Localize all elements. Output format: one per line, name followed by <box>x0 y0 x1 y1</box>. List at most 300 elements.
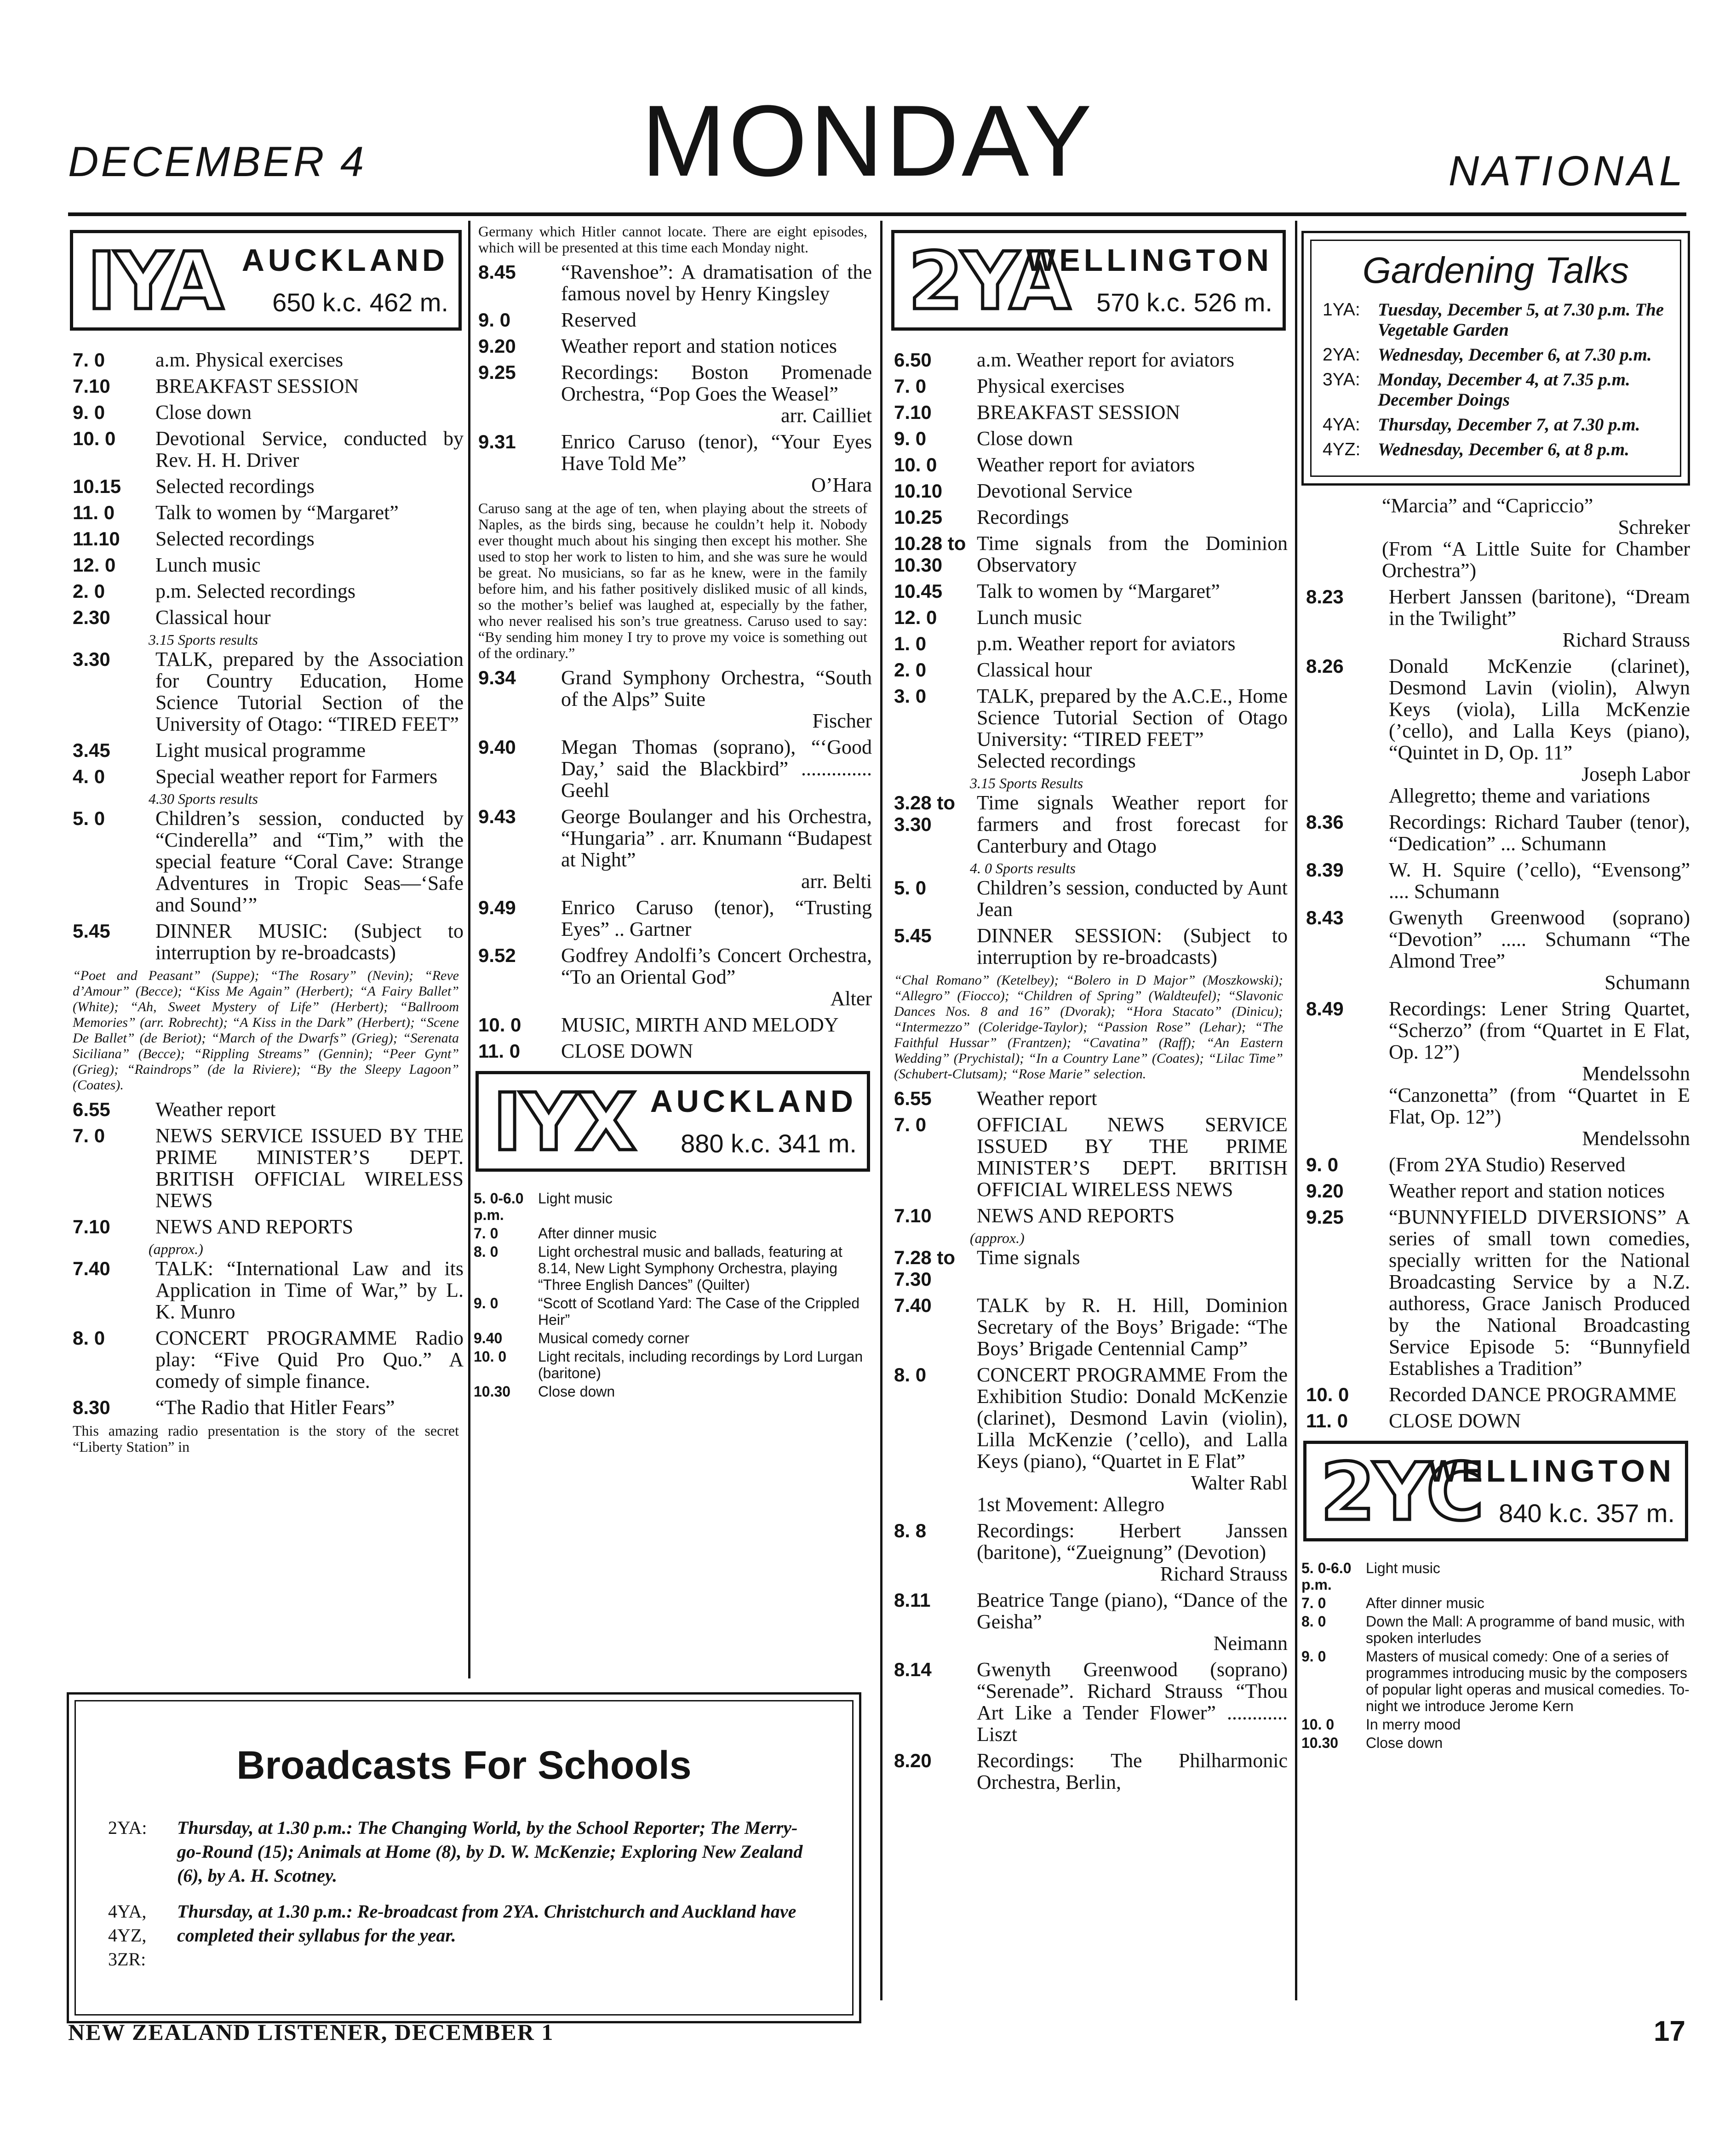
programme-item <box>1301 586 1690 651</box>
programme-desc <box>977 1589 1288 1654</box>
programme-desc <box>155 1397 464 1418</box>
programme-time: 10. 0 <box>1306 1384 1349 1405</box>
programme-time: 9.49 <box>478 897 516 918</box>
programme-time: 8.23 <box>1306 586 1344 607</box>
programme-desc <box>977 1088 1288 1109</box>
programme-time: 9.40 <box>478 736 516 758</box>
header-date: DECEMBER 4 <box>68 138 367 185</box>
programme-time: 2. 0 <box>894 659 927 681</box>
programme-text: Gwenyth Greenwood (soprano) “Serenade”. Richard Strauss “Thou Art Like a Tender Flower” ............ Liszt <box>977 1658 1288 1746</box>
programme-desc <box>1389 1410 1690 1432</box>
broadcast-desc: Light music <box>1366 1560 1440 1576</box>
programme-text: Time signals from the Dominion Observatory <box>977 532 1288 576</box>
programme-composer: Schumann <box>1604 971 1690 994</box>
station-frequency: 840 k.c. 357 m. <box>1499 1499 1675 1528</box>
programme-text: Donald McKenzie (clarinet), Desmond Lavin (violin), Alwyn Keys (viola), Lilla McKenzie (’cello), and Lalla Keys (piano), “Quintet in D, Op. 11” <box>1389 655 1690 764</box>
programme-composer: Joseph Labor <box>1581 763 1690 785</box>
schools-row <box>108 1900 820 1971</box>
programme-text: Recordings: Lener String Quartet, “Scherzo” (from “Quartet in E Flat, Op. 12”) <box>1389 997 1690 1063</box>
programme-item <box>889 480 1288 502</box>
programme-item <box>889 580 1288 602</box>
broadcasts-for-schools-box <box>67 1692 861 2023</box>
programme-extra: Selected recordings <box>977 750 1136 772</box>
gardening-detail: Thursday, December 7, at 7.30 p.m. <box>1378 415 1640 435</box>
broadcast-item <box>1301 1595 1690 1611</box>
schools-row <box>108 1816 820 1888</box>
programme-desc <box>977 1520 1288 1585</box>
programme-composer: Alter <box>830 987 872 1010</box>
programme-time: 2. 0 <box>73 580 105 602</box>
programme-composer: Richard Strauss <box>1562 629 1690 651</box>
programme-item <box>889 1114 1288 1200</box>
programme-item <box>474 361 872 426</box>
programme-item <box>68 1216 464 1237</box>
caruso-note: Caruso sang at the age of ten, when playing about the streets of Naples, as the birds sing, because he couldn’t help it. Nobody ever thought much about his singing then except his mother. She used to stop her work to listen to him, and she was sure he would be great. No musicians, so far as he knew, were in the family before him, and his father positively disliked music of all kinds, so the mother’s belief was laughed at, especially by the father, who never realised his son’s true greatness. Caruso used to say: “By sending him money I try to prove my voice is something out of the ordinary.” <box>478 500 867 661</box>
broadcast-item <box>1301 1735 1690 1751</box>
programme-item <box>68 502 464 523</box>
programme-text: CONCERT PROGRAMME From the Exhibition Studio: Donald McKenzie (clarinet), Desmond Lavin (violin), Lilla McKenzie (’cello), and Lalla Keys (piano), “Quartet in E Flat” <box>977 1363 1288 1472</box>
programme-desc <box>561 309 872 331</box>
station-call-sign: IYA <box>87 235 222 327</box>
programme-item <box>889 607 1288 628</box>
programme-time: 10.10 <box>894 480 943 502</box>
column-divider <box>880 221 882 2000</box>
programme-text: Godfrey Andolfi’s Concert Orchestra, “To an Oriental God” <box>561 944 872 988</box>
programme-desc <box>977 428 1288 449</box>
programme-time: 8.30 <box>73 1397 110 1418</box>
programme-item <box>1301 1180 1690 1202</box>
programme-item <box>68 739 464 761</box>
schools-title: Broadcasts For Schools <box>236 1743 692 1787</box>
gardening-station: 3YA: <box>1323 370 1360 389</box>
programme-time: 9.43 <box>478 806 516 827</box>
programme-item <box>474 897 872 940</box>
programme-desc <box>561 806 872 892</box>
programme-text: BREAKFAST SESSION <box>155 375 359 397</box>
programme-desc <box>977 877 1288 920</box>
programme-text: Talk to women by “Margaret” <box>155 501 399 524</box>
header-rule <box>68 212 1686 216</box>
programme-desc <box>561 736 872 801</box>
programme-time: 12. 0 <box>894 607 937 628</box>
programme-time: 11. 0 <box>1306 1410 1348 1432</box>
programme-desc <box>155 554 464 576</box>
station-city: WELLINGTON <box>1026 243 1272 278</box>
broadcast-item <box>474 1225 872 1242</box>
programme-item <box>889 1659 1288 1745</box>
programme-composer: O’Hara <box>811 474 872 496</box>
header-day: MONDAY <box>641 84 1095 197</box>
programme-composer: Fischer <box>812 710 872 732</box>
programme-desc <box>561 897 872 940</box>
programme-desc <box>155 648 464 735</box>
programme-time: 5. 0 <box>73 807 105 829</box>
programme-subnote: 4. 0 Sports results <box>970 860 1076 876</box>
programme-composer: Mendelssohn <box>1582 1062 1690 1085</box>
programme-item <box>68 920 464 963</box>
gardening-row <box>1323 300 1669 340</box>
programme-text: “Ravenshoe”: A dramatisation of the famous novel by Henry Kingsley <box>561 261 872 305</box>
programme-time: 4. 0 <box>73 766 105 787</box>
broadcast-time: 8. 0 <box>474 1243 498 1260</box>
programme-item <box>68 1327 464 1392</box>
broadcast-time: 9.40 <box>474 1330 503 1346</box>
programme-desc <box>155 1099 464 1120</box>
programme-desc <box>155 502 464 523</box>
broadcast-time: 10.30 <box>1301 1735 1339 1751</box>
programme-time: 9. 0 <box>478 309 511 331</box>
broadcast-time: 5. 0-6.0 p.m. <box>1301 1560 1352 1593</box>
programme-desc <box>155 475 464 497</box>
programme-item <box>68 766 464 787</box>
programme-extra: (From “A Little Suite for Chamber Orchestra”) <box>1382 538 1690 582</box>
programme-item <box>474 309 872 331</box>
programme-text: Selected recordings <box>155 527 315 550</box>
programme-text: Lunch music <box>155 554 261 576</box>
programme-desc <box>977 480 1288 502</box>
programme-text: CLOSE DOWN <box>561 1040 693 1062</box>
programme-desc <box>1389 1180 1690 1202</box>
programme-text: (From 2YA Studio) Reserved <box>1389 1153 1626 1176</box>
programme-desc <box>977 375 1288 397</box>
programme-time: 8.14 <box>894 1659 932 1680</box>
programme-text: Grand Symphony Orchestra, “South of the Alps” Suite <box>561 666 872 710</box>
gardening-row <box>1323 370 1669 410</box>
programme-subnote: 3.15 Sports Results <box>970 775 1083 791</box>
programme-time: 3.30 <box>73 648 110 670</box>
programme-text: Recordings: Herbert Janssen (baritone), “Zueignung” (Devotion) <box>977 1519 1288 1563</box>
programme-text: NEWS SERVICE ISSUED BY THE PRIME MINISTER’S DEPT. BRITISH OFFICIAL WIRELESS NEWS <box>155 1124 464 1212</box>
programme-text: Close down <box>155 401 252 424</box>
feature-note: This amazing radio presentation is the story of the secret “Liberty Station” in <box>73 1422 459 1455</box>
programme-time: 8. 0 <box>73 1327 105 1349</box>
programme-item <box>889 1364 1288 1515</box>
programme-time: 9.20 <box>478 335 516 357</box>
programme-desc <box>977 580 1288 602</box>
gardening-station: 1YA: <box>1323 300 1360 320</box>
dinner-music-list: “Chal Romano” (Ketelbey); “Bolero in D Major” (Moszkowski); “Allegro” (Fiocco); “Children of Spring” (Waldteufel); “Slavonic Dances Nos. 8 and 16” (Dvorak); “Hora Stacato” (Dinicu); “Intermezzo” (Coleridge-Taylor); “Passion Rose” (Lehar); “The Faithful Hussar” (Frantzen); “Cavatina” (Raff); “An Eastern Wedding” (Prychistal); “In a Country Lane” (Coates); “Lilac Time” (Schubert-Clutsam); “Rose Marie” selection. <box>894 973 1283 1082</box>
programme-time: 7.10 <box>894 401 932 423</box>
programme-text: Classical hour <box>155 606 271 629</box>
programme-item <box>889 792 1288 857</box>
programme-desc <box>155 528 464 550</box>
programme-text: MUSIC, MIRTH AND MELODY <box>561 1014 839 1036</box>
programme-time: 3.45 <box>73 739 110 761</box>
programme-desc <box>1389 1384 1690 1405</box>
programme-time: 6.55 <box>894 1088 932 1109</box>
programme-text: Beatrice Tange (piano), “Dance of the Geisha” <box>977 1589 1288 1633</box>
gardening-row <box>1323 345 1669 365</box>
programme-text: Light musical programme <box>155 739 366 762</box>
programme-text: Classical hour <box>977 659 1092 681</box>
programme-time: 10. 0 <box>478 1014 521 1036</box>
broadcast-desc: Close down <box>538 1383 615 1400</box>
programme-item <box>68 428 464 471</box>
programme-time: 7.40 <box>73 1258 110 1279</box>
programme-desc <box>977 1114 1288 1200</box>
programme-desc <box>155 739 464 761</box>
programme-text: Gwenyth Greenwood (soprano) “Devotion” ..... Schumann “The Almond Tree” <box>1389 906 1690 972</box>
programme-time: 3. 0 <box>894 685 927 707</box>
programme-time: 8.36 <box>1306 811 1344 833</box>
programme-desc <box>155 401 464 423</box>
programme-time: 5.45 <box>894 925 932 946</box>
programme-time: 8. 8 <box>894 1520 927 1541</box>
programme-item <box>1301 495 1690 581</box>
programme-time: 8.43 <box>1306 907 1344 928</box>
broadcast-item <box>474 1383 872 1400</box>
programme-time: 10.28 to 10.30 <box>894 533 966 576</box>
programme-text: CLOSE DOWN <box>1389 1409 1521 1432</box>
programme-time: 8.26 <box>1306 655 1344 677</box>
programme-time: 5. 0 <box>894 877 927 899</box>
programme-text: George Boulanger and his Orchestra, “Hungaria” . arr. Knumann “Budapest at Night” <box>561 805 872 871</box>
broadcast-time: 9. 0 <box>474 1295 498 1311</box>
broadcast-desc: In merry mood <box>1366 1716 1461 1733</box>
broadcast-desc: After dinner music <box>538 1225 657 1242</box>
programme-composer: Walter Rabl <box>1191 1472 1288 1494</box>
gardening-station: 4YA: <box>1323 415 1360 435</box>
programme-item <box>474 1014 872 1036</box>
broadcast-time: 10.30 <box>474 1383 511 1400</box>
programme-time: 8.45 <box>478 261 516 283</box>
programme-desc <box>561 945 872 1009</box>
programme-time: 7.10 <box>894 1205 932 1226</box>
programme-composer: Schreker <box>1618 516 1690 538</box>
column-divider <box>468 221 470 1678</box>
gardening-detail: Monday, December 4, at 7.35 p.m. December Doings <box>1378 370 1630 410</box>
programme-time: 10. 0 <box>73 428 116 449</box>
programme-time: 3.28 to 3.30 <box>894 792 956 835</box>
programme-text: TALK, prepared by the A.C.E., Home Science Tutorial Section of Otago University: “TIRED FEET” <box>977 685 1288 750</box>
programme-text: Special weather report for Farmers <box>155 765 438 788</box>
programme-text: Devotional Service <box>977 480 1133 502</box>
programme-desc <box>977 1205 1288 1226</box>
programme-time: 9. 0 <box>73 401 105 423</box>
station-call-sign: 2YA <box>908 235 1069 327</box>
programme-item <box>889 375 1288 397</box>
programme-item <box>889 659 1288 681</box>
programme-desc <box>977 506 1288 528</box>
programme-composer: Neimann <box>1213 1632 1288 1655</box>
programme-desc <box>1389 655 1690 807</box>
programme-desc <box>155 1327 464 1392</box>
broadcast-item <box>474 1243 872 1293</box>
programme-desc <box>155 766 464 787</box>
programme-subnote: (approx.) <box>149 1241 203 1257</box>
programme-text: Megan Thomas (soprano), “‘Good Day,’ said the Blackbird” .............. Geehl <box>561 736 872 802</box>
programme-item <box>68 648 464 735</box>
programme-text: TALK, prepared by the Association for Country Education, Home Science Tutorial Section of the University of Otago: “TIRED FEET” <box>155 648 464 735</box>
programme-time: 10.25 <box>894 506 943 528</box>
programme-subnote: 3.15 Sports results <box>149 631 258 648</box>
programme-time: 8.39 <box>1306 859 1344 881</box>
programme-desc <box>977 607 1288 628</box>
gardening-station: 4YZ: <box>1323 440 1361 459</box>
programme-time: 9.20 <box>1306 1180 1344 1202</box>
broadcast-time: 5. 0-6.0 p.m. <box>474 1190 524 1223</box>
schools-station: 2YA: <box>108 1817 147 1838</box>
programme-text: “BUNNYFIELD DIVERSIONS” A series of small town comedies, specially written for the National Broadcasting Service by a N.Z. authoress, Grace Janisch Produced by the National Broadcasting Service Episode 5: “Bunnyfield Establishes a Tradition” <box>1389 1206 1690 1380</box>
broadcast-item <box>1301 1648 1690 1714</box>
broadcast-desc: “Scott of Scotland Yard: The Case of the Crippled Heir” <box>538 1295 860 1328</box>
programme-desc <box>1389 998 1690 1149</box>
programme-time: 8.49 <box>1306 998 1344 1019</box>
programme-desc <box>977 792 1288 857</box>
programme-desc <box>1389 1154 1690 1175</box>
broadcast-desc: Musical comedy corner <box>538 1330 689 1346</box>
gardening-row <box>1323 440 1669 460</box>
programme-item <box>1301 811 1690 854</box>
broadcast-item <box>474 1330 872 1346</box>
programme-item <box>68 475 464 497</box>
programme-item <box>474 945 872 1009</box>
programme-text: BREAKFAST SESSION <box>977 401 1180 424</box>
programme-desc <box>561 335 872 357</box>
programme-desc <box>977 1294 1288 1359</box>
programme-text: Time signals <box>977 1246 1080 1269</box>
programme-time: 5.45 <box>73 920 110 942</box>
programme-time: 9.25 <box>1306 1206 1344 1228</box>
programme-desc <box>977 1659 1288 1745</box>
station-city: AUCKLAND <box>650 1084 857 1119</box>
footer-publication: NEW ZEALAND LISTENER, DECEMBER 1 <box>68 2019 554 2045</box>
programme-desc <box>561 1040 872 1062</box>
station-logo-box <box>1303 1441 1688 1541</box>
programme-item <box>68 349 464 371</box>
programme-time: 7. 0 <box>73 349 105 371</box>
programme-text: OFFICIAL NEWS SERVICE ISSUED BY THE PRIME MINISTER’S DEPT. BRITISH OFFICIAL WIRELESS NEWS <box>977 1113 1288 1201</box>
programme-time: 11. 0 <box>478 1040 521 1062</box>
gardening-detail: Wednesday, December 6, at 7.30 p.m. <box>1378 345 1652 365</box>
programme-text: CONCERT PROGRAMME Radio play: “Five Quid Pro Quo.” A comedy of simple finance. <box>155 1327 464 1392</box>
broadcast-time: 7. 0 <box>474 1225 498 1242</box>
schools-detail: Thursday, at 1.30 p.m.: Re-broadcast from 2YA. Christchurch and Auckland have completed their syllabus for the year. <box>177 1901 796 1946</box>
programme-text: Children’s session, conducted by Aunt Jean <box>977 876 1288 921</box>
programme-item <box>889 1247 1288 1290</box>
programme-time: 7.10 <box>73 375 110 397</box>
programme-text: Selected recordings <box>155 475 315 498</box>
broadcast-desc: Down the Mall: A programme of band music, with spoken interludes <box>1366 1613 1685 1646</box>
broadcast-time: 7. 0 <box>1301 1595 1326 1611</box>
programme-desc <box>1301 495 1690 581</box>
broadcast-desc: After dinner music <box>1366 1595 1484 1611</box>
programme-item <box>1301 907 1690 993</box>
broadcast-time: 10. 0 <box>1301 1716 1335 1733</box>
programme-item <box>889 428 1288 449</box>
column-divider <box>1295 221 1297 2000</box>
programme-item <box>889 685 1288 772</box>
page-number: 17 <box>1654 2016 1685 2047</box>
broadcast-item <box>474 1190 872 1223</box>
gardening-talks-box <box>1301 231 1690 486</box>
programme-time: 12. 0 <box>73 554 116 576</box>
programme-time: 7. 0 <box>73 1125 105 1146</box>
programme-time: 2.30 <box>73 607 110 628</box>
schools-station: 4YA, 4YZ, 3ZR: <box>108 1901 147 1970</box>
programme-desc <box>977 401 1288 423</box>
programme-desc <box>561 431 872 496</box>
programme-time: 10.45 <box>894 580 943 602</box>
programme-desc <box>561 667 872 732</box>
programme-time: 9. 0 <box>894 428 927 449</box>
programme-desc <box>977 1364 1288 1515</box>
programme-item <box>68 580 464 602</box>
programme-time: 9.25 <box>478 361 516 383</box>
programme-time: 7. 0 <box>894 1114 927 1135</box>
programme-desc <box>155 428 464 471</box>
programme-item <box>68 375 464 397</box>
programme-time: 8.20 <box>894 1750 932 1771</box>
programme-item <box>68 1397 464 1418</box>
programme-text: Time signals Weather report for farmers and frost forecast for Canterbury and Otago <box>977 791 1288 857</box>
programme-desc <box>977 633 1288 654</box>
programme-desc <box>977 1750 1288 1793</box>
feature-note: Germany which Hitler cannot locate. There are eight episodes, which will be presented at this time each Monday night. <box>478 223 867 256</box>
programme-desc <box>155 807 464 916</box>
programme-desc <box>155 1216 464 1237</box>
programme-desc <box>1389 811 1690 854</box>
programme-item <box>474 431 872 496</box>
programme-item <box>474 1040 872 1062</box>
programme-item <box>474 261 872 304</box>
programme-text: Recordings <box>977 506 1069 528</box>
programme-desc <box>1389 907 1690 993</box>
broadcast-item <box>474 1295 872 1328</box>
programme-desc <box>561 361 872 426</box>
programme-text: DINNER SESSION: (Subject to interruption by re-broadcasts) <box>977 924 1288 968</box>
programme-item <box>1301 1154 1690 1175</box>
programme-time: 11.10 <box>73 528 120 550</box>
programme-text: Physical exercises <box>977 375 1125 397</box>
programme-time: 10.15 <box>73 475 121 497</box>
programme-desc <box>561 261 872 304</box>
programme-desc <box>561 1014 872 1036</box>
broadcast-desc: Close down <box>1366 1735 1443 1751</box>
programme-extra: Allegretto; theme and variations <box>1389 785 1650 807</box>
programme-subnote: 4.30 Sports results <box>149 790 258 807</box>
gardening-talks-title: Gardening Talks <box>1362 250 1629 291</box>
programme-item <box>889 1294 1288 1359</box>
programme-item <box>68 1258 464 1323</box>
dinner-music-list: “Poet and Peasant” (Suppe); “The Rosary” (Nevin); “Reve d’Amour” (Becce); “Kiss Me Again” (Herbert); “A Fairy Ballet” (White); “Ah, Sweet Mystery of Life” (Herbert); “Ballroom Memories” (arr. Robrecht); “A Kiss in the Dark” (Herbert); “Scene De Ballet” (de Beriot); “March of the Dwarfs” (Grieg); “Serenata Siciliana” (Becce); “Rippling Streams” (Gennin); “Peer Gynt” (Grieg); “Raindrops” (de la Riviere); “By the Sleepy Lagoon” (Coates). <box>73 968 459 1093</box>
programme-text: NEWS AND REPORTS <box>155 1215 354 1238</box>
programme-text: W. H. Squire (’cello), “Evensong” .... Schumann <box>1389 859 1690 903</box>
programme-desc <box>155 349 464 371</box>
programme-desc <box>977 685 1288 772</box>
programme-item <box>1301 1384 1690 1405</box>
programme-desc <box>977 925 1288 968</box>
programme-item <box>68 1099 464 1120</box>
programme-item <box>68 807 464 916</box>
broadcast-item <box>474 1348 872 1381</box>
programme-time: 11. 0 <box>73 502 115 523</box>
programme-desc <box>155 580 464 602</box>
programme-text: TALK: “International Law and its Application in Time of War,” by L. K. Munro <box>155 1257 464 1323</box>
programme-item <box>1301 1410 1690 1432</box>
programme-time: 7.28 to 7.30 <box>894 1247 956 1290</box>
programme-item <box>1301 859 1690 902</box>
programme-desc <box>1389 586 1690 651</box>
gardening-station: 2YA: <box>1323 345 1360 365</box>
station-call-sign: IYX <box>493 1076 635 1168</box>
programme-text: Weather report and station notices <box>1389 1180 1665 1202</box>
schools-detail: Thursday, at 1.30 p.m.: The Changing World, by the School Reporter; The Merry-go-Round (15); Animals at Home (8), by D. W. McKenzie; Exploring New Zealand (6), by A. H. Scotney. <box>177 1817 803 1886</box>
programme-text: Lunch music <box>977 606 1082 629</box>
programme-item <box>474 667 872 732</box>
programme-text: Weather report <box>977 1087 1097 1110</box>
programme-desc <box>155 607 464 628</box>
